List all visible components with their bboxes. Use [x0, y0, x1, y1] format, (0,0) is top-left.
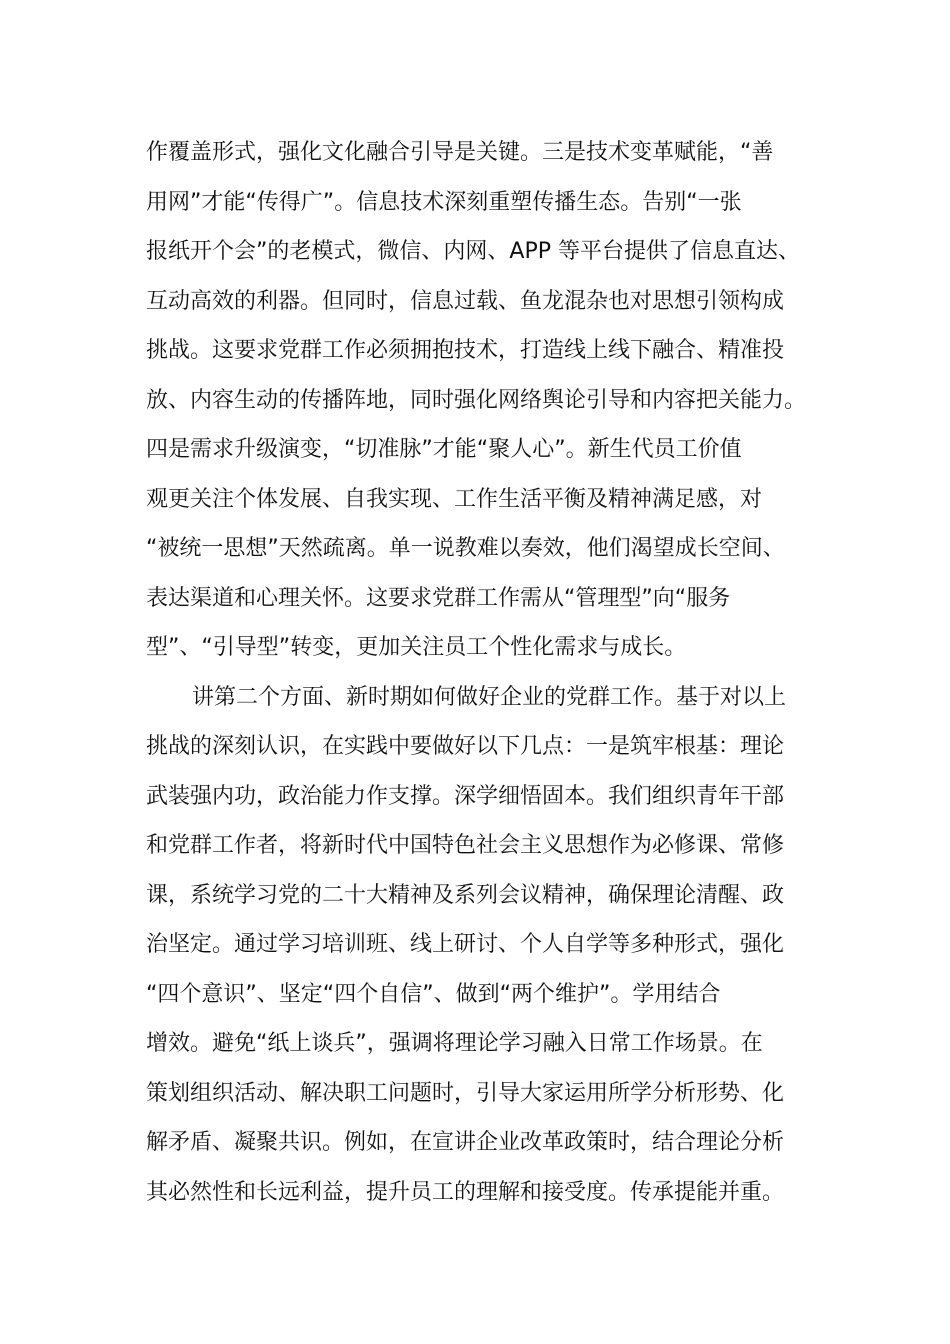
text-line: 治坚定。通过学习培训班、线上研讨、个人自学等多种形式，强化: [146, 932, 785, 957]
text-line: 增效。避免“纸上谈兵”，强调将理论学习融入日常工作场景。在: [146, 1031, 763, 1056]
text-line: 表达渠道和心理关怀。这要求党群工作需从“管理型”向“服务: [146, 585, 731, 611]
paragraph-start-line: 讲第二个方面、新时期如何做好企业的党群工作。基于对以上: [192, 684, 787, 710]
text-line: 观更关注个体发展、自我实现、工作生活平衡及精神满足感，对: [146, 486, 763, 512]
text-line: 作覆盖形式，强化文化融合引导是关键。三是技术变革赋能，“善: [146, 140, 774, 165]
text-line: 报纸开个会”的老模式，微信、内网、APP 等平台提供了信息直达、: [146, 239, 800, 264]
text-line: 型”、“引导型”转变，更加关注员工个性化需求与成长。: [146, 635, 687, 660]
text-line: 挑战的深刻认识，在实践中要做好以下几点：一是筑牢根基：理论: [146, 734, 785, 759]
text-line: 武装强内功，政治能力作支撑。深学细悟固本。我们组织青年干部: [146, 783, 785, 809]
text-line: 解矛盾、凝聚共识。例如，在宣讲企业改革政策时，结合理论分析: [146, 1130, 785, 1155]
text-line: 放、内容生动的传播阵地，同时强化网络舆论引导和内容把关能力。: [146, 387, 807, 413]
text-line: 课，系统学习党的二十大精神及系列会议精神，确保理论清醒、政: [146, 882, 785, 908]
text-line: 其必然性和长远利益，提升员工的理解和接受度。传承提能并重。: [146, 1179, 785, 1205]
text-line: 策划组织活动、解决职工问题时，引导大家运用所学分析形势、化: [146, 1080, 785, 1106]
text-line: 和党群工作者，将新时代中国特色社会主义思想作为必修课、常修: [146, 833, 785, 858]
text-line: 用网”才能“传得广”。信息技术深刻重塑传播生态。告别“一张: [146, 189, 742, 215]
text-line: “被统一思想”天然疏离。单一说教难以奏效，他们渴望成长空间、: [146, 536, 785, 561]
text-line: 互动高效的利器。但同时，信息过载、鱼龙混杂也对思想引领构成: [146, 288, 785, 314]
text-line: 四是需求升级演变，“切准脉”才能“聚人心”。新生代员工价值: [146, 437, 742, 462]
document-body: [146, 128, 826, 1217]
text-line: “四个意识”、坚定“四个自信”、做到“两个维护”。学用结合: [146, 981, 721, 1007]
text-line: 挑战。这要求党群工作必须拥抱技术，打造线上线下融合、精准投: [146, 338, 785, 363]
